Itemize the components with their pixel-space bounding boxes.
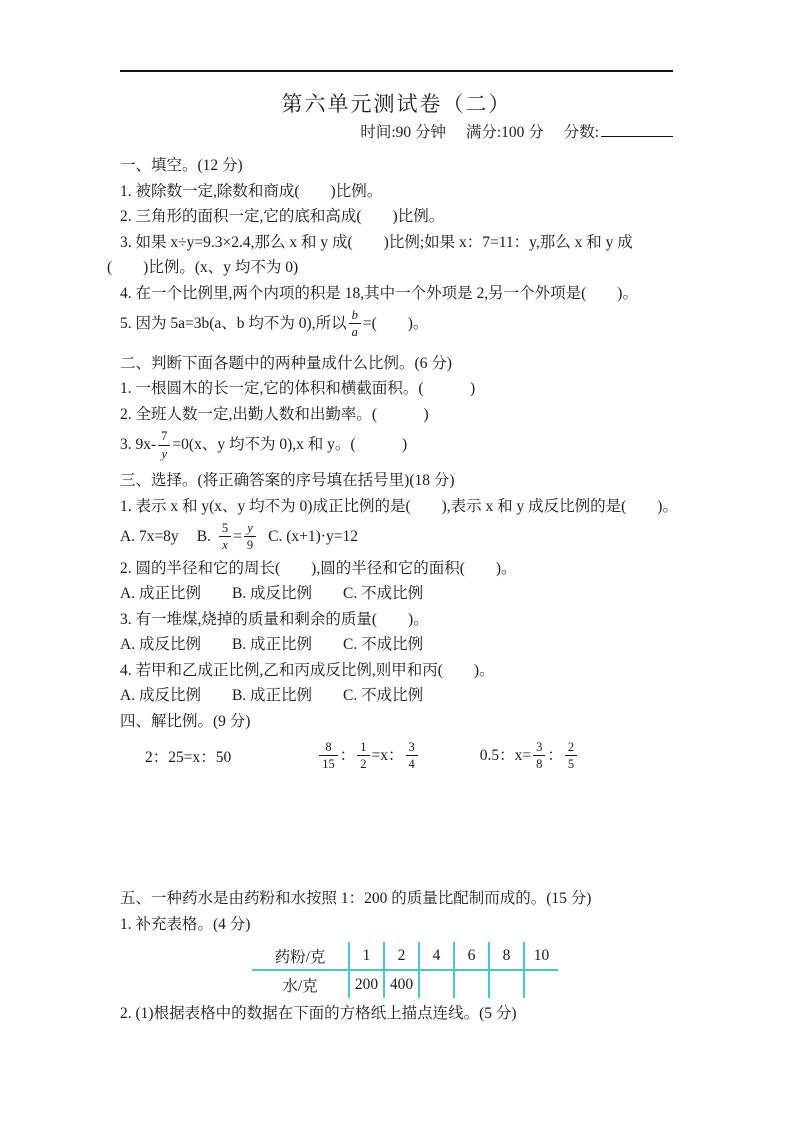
exam-info-line — [120, 121, 673, 145]
table-cell: 6 — [454, 942, 489, 970]
fraction-b-over-a — [349, 308, 361, 340]
fraction-numerator: 5 — [219, 521, 231, 537]
table-cell: 8 — [489, 942, 524, 970]
choice-b-label: B. — [196, 527, 211, 545]
s1-q5-blank: =( )。 — [362, 314, 429, 332]
s4-equation-2 — [317, 738, 420, 775]
table-cell: 10 — [524, 942, 558, 970]
fraction-denominator: 4 — [408, 757, 415, 772]
s1-question-5 — [120, 306, 673, 343]
equals-sign: = — [233, 527, 242, 545]
s1-q5-text: 5. 因为 5a=3b(a、b 均不为 0),所以 — [120, 314, 347, 332]
fraction-numerator: 2 — [565, 740, 577, 756]
blank-working-space — [120, 778, 673, 886]
fraction-denominator: a — [351, 325, 358, 340]
table-cell: 400 — [384, 970, 419, 998]
s3-q2-choices: A. 成正比例 B. 成反比例 C. 不成比例 — [120, 585, 424, 603]
choice-a: A. 7x=8y — [120, 527, 179, 545]
s3-q3-choices: A. 成反比例 B. 成正比例 C. 不成比例 — [120, 636, 424, 654]
fraction-numerator: b — [349, 308, 361, 324]
fraction-numerator: 1 — [357, 740, 369, 756]
s3-q1-choices — [120, 519, 673, 556]
s2-question-2: 2. 全班人数一定,出勤人数和出勤率。( ) — [120, 405, 429, 423]
table-cell-water-label: 水/克 — [282, 977, 318, 995]
s3-question-4: 4. 若甲和乙成正比例,乙和丙成反比例,则甲和丙( )。 — [120, 661, 495, 679]
page-title: 第六单元测试卷（二） — [281, 92, 512, 116]
fraction-1-over-2 — [357, 740, 369, 772]
table-cell-empty — [489, 970, 524, 998]
s1-question-2: 2. 三角形的面积一定,它的底和高成( )比例。 — [120, 208, 445, 225]
fraction-5-over-x — [219, 521, 231, 553]
table-row-water — [252, 970, 558, 998]
fraction-denominator: 2 — [360, 757, 367, 772]
s4-equations-row — [120, 734, 673, 778]
table-row-powder — [252, 942, 558, 970]
s5-sub-question-2: 2. (1)根据表格中的数据在下面的方格纸上描点连线。(5 分) — [120, 1005, 517, 1023]
score-blank-line — [601, 122, 673, 137]
fraction-7-over-y — [158, 429, 170, 461]
time-label: 时间:90 分钟 — [360, 124, 446, 141]
fraction-denominator: 15 — [322, 757, 335, 772]
equation-prefix: 0.5：x= — [479, 746, 532, 764]
medicine-water-table — [252, 942, 558, 998]
test-paper-page — [107, 0, 678, 1027]
s5-sub-question-1: 1. 补充表格。(4 分) — [120, 915, 251, 933]
full-marks-label: 满分:100 分 — [465, 124, 544, 141]
fraction-numerator: 3 — [533, 740, 545, 756]
fraction-numerator: 7 — [158, 429, 170, 445]
table-cell-powder-label: 药粉/克 — [252, 942, 349, 970]
fraction-3-over-4 — [406, 740, 418, 772]
table-cell-empty — [419, 970, 454, 998]
section-5-heading: 五、一种药水是由药粉和水按照 1：200 的质量比配制而成的。(15 分) — [120, 890, 592, 908]
s1-question-1: 1. 被除数一定,除数和商成( )比例。 — [120, 182, 383, 200]
s3-question-1: 1. 表示 x 和 y(x、y 均不为 0)成正比例的是( ),表示 x 和 y 成反比例的是( )。 — [120, 497, 678, 515]
section-4-heading: 四、解比例。(9 分) — [120, 712, 251, 730]
section-3-heading: 三、选择。(将正确答案的序号填在括号里)(18 分) — [120, 472, 455, 489]
s4-equation-3 — [480, 738, 579, 775]
s3-question-3: 3. 有一堆煤,烧掉的质量和剩余的质量( )。 — [120, 610, 429, 628]
fraction-3-over-8 — [533, 740, 545, 772]
s2-q3-blank: =0(x、y 均不为 0),x 和 y。( ) — [172, 436, 408, 454]
s3-q4-choices: A. 成反比例 B. 成正比例 C. 不成比例 — [120, 687, 424, 705]
fraction-denominator: y — [161, 446, 168, 461]
ratio-colon: ： — [339, 746, 356, 764]
s2-q3-text: 3. 9x- — [120, 436, 157, 454]
s3-question-2: 2. 圆的半径和它的周长( ),圆的半径和它的面积( )。 — [120, 559, 517, 577]
s1-question-3-line2: ( )比例。(x、y 均不为 0) — [107, 259, 299, 276]
table-cell: 2 — [384, 942, 419, 970]
section-2-heading: 二、判断下面各题中的两种量成什么比例。(6 分) — [120, 354, 452, 372]
table-cell-empty — [454, 970, 489, 998]
ratio-colon: ： — [547, 746, 563, 764]
s1-question-3-line1: 3. 如果 x÷y=9.3×2.4,那么 x 和 y 成( )比例;如果 x：7=11：y,那么 x 和 y 成 — [120, 233, 633, 251]
top-divider-rule — [120, 70, 673, 72]
choice-c: C. (x+1)·y=12 — [268, 527, 358, 545]
fraction-denominator: 5 — [567, 757, 575, 772]
s4-equation-1: 2：25=x：50 — [145, 749, 232, 767]
fraction-numerator: y — [244, 521, 256, 537]
table-cell: 1 — [349, 942, 384, 970]
fraction-8-over-15 — [319, 740, 338, 772]
table-cell: 200 — [349, 970, 384, 998]
fraction-denominator: 8 — [536, 757, 543, 772]
table-cell-empty — [524, 970, 558, 998]
table-cell: 4 — [419, 942, 454, 970]
equation-middle: =x： — [371, 746, 404, 764]
s1-question-4: 4. 在一个比例里,两个内项的积是 18,其中一个外项是 2,另一个外项是( )。 — [120, 284, 638, 302]
fraction-2-over-5 — [565, 740, 577, 772]
fraction-numerator: 3 — [406, 740, 418, 756]
score-label: 分数: — [563, 124, 599, 141]
fraction-denominator: 9 — [246, 538, 254, 553]
fraction-numerator: 8 — [319, 740, 338, 756]
fraction-denominator: x — [222, 538, 228, 553]
section-1-heading: 一、填空。(12 分) — [120, 157, 243, 174]
s2-question-1: 1. 一根圆木的长一定,它的体积和横截面积。( ) — [120, 380, 476, 398]
fraction-y-over-9 — [244, 521, 256, 553]
s2-question-3 — [120, 427, 673, 464]
